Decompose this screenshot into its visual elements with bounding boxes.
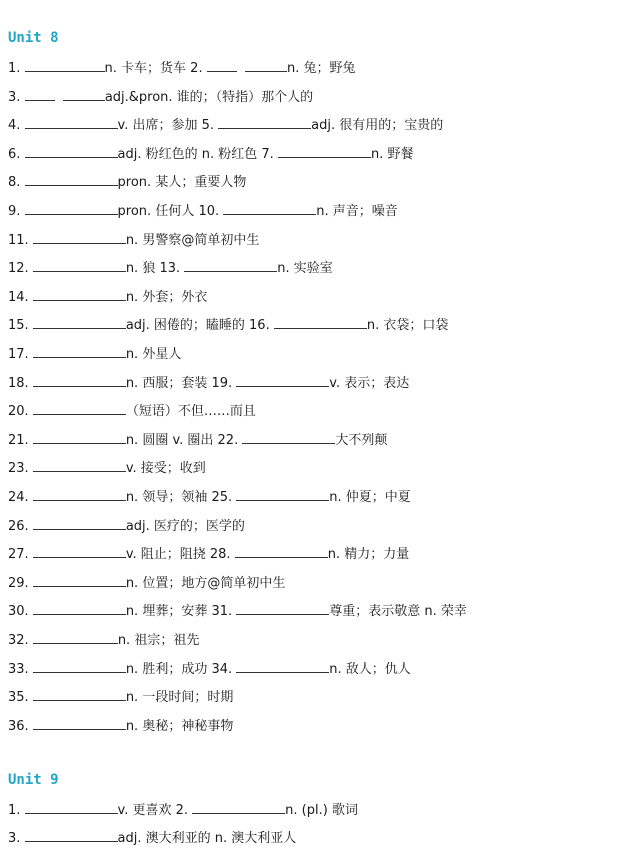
exercise-text: adj. 医疗的；医学的 xyxy=(125,518,245,534)
answer-blank[interactable] xyxy=(242,430,335,444)
exercise-text: n. 圆圈 v. 圈出 22. xyxy=(125,432,243,448)
exercise-line xyxy=(8,828,296,848)
exercise-line xyxy=(8,373,409,393)
answer-blank[interactable] xyxy=(25,800,118,814)
exercise-line xyxy=(8,659,411,679)
exercise-line xyxy=(8,601,467,621)
answer-blank[interactable] xyxy=(192,800,285,814)
answer-blank[interactable] xyxy=(236,373,329,387)
answer-blank[interactable] xyxy=(33,573,126,587)
exercise-text: 8. xyxy=(8,175,25,191)
exercise-line xyxy=(8,430,387,450)
answer-blank[interactable] xyxy=(184,258,277,272)
exercise-line xyxy=(8,458,206,478)
exercise-text: adj. 很有用的；宝贵的 xyxy=(311,118,444,134)
exercise-line xyxy=(8,544,409,564)
answer-blank[interactable] xyxy=(33,516,126,530)
exercise-text: n. 声音；噪音 xyxy=(316,204,398,219)
answer-blank[interactable] xyxy=(33,487,126,501)
exercise-line xyxy=(8,516,245,536)
exercise-text: 27. xyxy=(8,547,33,563)
exercise-line xyxy=(8,401,256,421)
exercise-line xyxy=(8,287,207,307)
exercise-text: 6. xyxy=(8,146,25,162)
exercise-text: 24. xyxy=(8,490,33,505)
exercise-text: 35. xyxy=(8,690,33,706)
exercise-text: v. 表示；表达 xyxy=(329,375,410,391)
exercise-text xyxy=(55,90,63,105)
exercise-text: 18. xyxy=(8,375,33,391)
exercise-text: n. 胜利；成功 34. xyxy=(125,661,237,677)
exercise-line xyxy=(8,487,411,507)
exercise-text: n. 实验室 xyxy=(277,261,333,277)
exercise-text: 9. xyxy=(8,204,25,219)
answer-blank[interactable] xyxy=(63,87,105,101)
exercise-text: n. 敌人；仇人 xyxy=(329,661,411,677)
exercise-text: 12. xyxy=(8,261,33,277)
exercise-line xyxy=(8,315,448,335)
exercise-text: n. 一段时间；时期 xyxy=(125,690,234,706)
answer-blank[interactable] xyxy=(33,458,126,472)
exercise-line xyxy=(8,201,398,221)
exercise-text: 20. xyxy=(8,404,33,420)
exercise-line xyxy=(8,344,181,364)
exercise-text: v. 更喜欢 2. xyxy=(117,803,193,818)
exercise-text: n. 外星人 xyxy=(125,347,182,362)
exercise-text xyxy=(237,61,245,76)
exercise-text: v. 接受；收到 xyxy=(125,461,206,477)
exercise-text: n. 衣袋；口袋 xyxy=(366,318,449,334)
answer-blank[interactable] xyxy=(207,58,237,72)
exercise-text: 17. xyxy=(8,347,33,362)
exercise-line xyxy=(8,258,333,278)
answer-blank[interactable] xyxy=(33,544,126,558)
exercise-line xyxy=(8,87,313,107)
answer-blank[interactable] xyxy=(274,315,367,329)
exercise-text: adj. 澳大利亚的 n. 澳大利亚人 xyxy=(117,831,297,846)
exercise-text: adj.&pron. 谁的；（特指）那个人的 xyxy=(104,89,314,105)
answer-blank[interactable] xyxy=(223,201,316,215)
answer-blank[interactable] xyxy=(33,230,126,244)
answer-blank[interactable] xyxy=(25,201,118,215)
exercise-text: 32. xyxy=(8,633,33,648)
exercise-text: 1. xyxy=(8,803,25,818)
unit8-heading: Unit 8 xyxy=(8,30,59,46)
exercise-text: n. 奥秘；神秘事物 xyxy=(125,718,234,734)
exercise-text: n. 外套；外衣 xyxy=(125,289,208,305)
answer-blank[interactable] xyxy=(33,430,126,444)
exercise-text: n. 仲夏；中夏 xyxy=(329,490,411,505)
exercise-line xyxy=(8,144,413,164)
answer-blank[interactable] xyxy=(25,172,118,186)
exercise-line xyxy=(8,115,443,135)
answer-blank[interactable] xyxy=(278,144,371,158)
answer-blank[interactable] xyxy=(33,716,126,730)
exercise-text: 3. xyxy=(8,89,25,105)
unit9-heading: Unit 9 xyxy=(8,772,59,788)
exercise-text: n. 男警察@简单初中生 xyxy=(125,232,260,248)
answer-blank[interactable] xyxy=(25,87,55,101)
exercise-text: 29. xyxy=(8,575,33,591)
exercise-text: 4. xyxy=(8,118,25,134)
exercise-text: 23. xyxy=(8,461,33,477)
exercise-line xyxy=(8,687,233,707)
exercise-line xyxy=(8,800,358,820)
exercise-text: v. 出席；参加 5. xyxy=(117,118,219,134)
exercise-line xyxy=(8,172,246,192)
exercise-text: 11. xyxy=(8,232,33,248)
answer-blank[interactable] xyxy=(33,315,126,329)
exercise-text: 14. xyxy=(8,289,33,305)
exercise-line xyxy=(8,573,285,593)
exercise-text: n. 野餐 xyxy=(370,146,414,162)
answer-blank[interactable] xyxy=(218,115,311,129)
answer-blank[interactable] xyxy=(235,544,328,558)
exercise-text: 3. xyxy=(8,831,25,846)
exercise-text: n. 卡车；货车 2. xyxy=(104,61,207,76)
answer-blank[interactable] xyxy=(236,659,329,673)
exercise-text: 尊重；表示敬意 n. 荣幸 xyxy=(329,604,467,620)
exercise-text: n. 位置；地方@简单初中生 xyxy=(125,575,286,591)
answer-blank[interactable] xyxy=(33,373,126,387)
exercise-line xyxy=(8,58,356,78)
answer-blank[interactable] xyxy=(33,659,126,673)
exercise-text: n. 领导；领袖 25. xyxy=(125,490,237,505)
answer-blank[interactable] xyxy=(33,687,126,701)
exercise-text: adj. 粉红色的 n. 粉红色 7. xyxy=(117,146,278,162)
exercise-text: adj. 困倦的；瞌睡的 16. xyxy=(125,318,274,334)
answer-blank[interactable] xyxy=(33,401,126,415)
answer-blank[interactable] xyxy=(25,58,105,72)
exercise-text: 33. xyxy=(8,661,33,677)
exercise-text: 大不列颠 xyxy=(335,432,388,448)
exercise-text: n. 兔；野兔 xyxy=(287,61,356,76)
answer-blank[interactable] xyxy=(236,487,329,501)
exercise-text: （短语）不但……而且 xyxy=(125,404,256,420)
exercise-text: n. 祖宗；祖先 xyxy=(117,633,200,648)
exercise-line xyxy=(8,230,259,250)
answer-blank[interactable] xyxy=(236,601,329,615)
answer-blank[interactable] xyxy=(33,258,126,272)
exercise-line xyxy=(8,716,233,736)
exercise-line xyxy=(8,630,199,650)
exercise-text: 15. xyxy=(8,318,33,334)
exercise-text: 1. xyxy=(8,61,25,76)
exercise-text: pron. 任何人 10. xyxy=(117,204,224,219)
answer-blank[interactable] xyxy=(33,287,126,301)
exercise-text: n. 狼 13. xyxy=(125,261,185,277)
exercise-text: n. (pl.) 歌词 xyxy=(285,803,358,818)
answer-blank[interactable] xyxy=(25,115,118,129)
exercise-text: n. 埋葬；安葬 31. xyxy=(125,604,237,620)
exercise-text: 21. xyxy=(8,432,33,448)
exercise-text: v. 阻止；阻挠 28. xyxy=(125,547,235,563)
exercise-text: 36. xyxy=(8,718,33,734)
exercise-text: pron. 某人；重要人物 xyxy=(117,175,247,191)
exercise-text: n. 精力；力量 xyxy=(327,547,410,563)
answer-blank[interactable] xyxy=(25,144,118,158)
answer-blank[interactable] xyxy=(33,601,126,615)
exercise-text: 26. xyxy=(8,518,33,534)
answer-blank[interactable] xyxy=(33,630,118,644)
answer-blank[interactable] xyxy=(245,58,287,72)
answer-blank[interactable] xyxy=(33,344,126,358)
exercise-text: 30. xyxy=(8,604,33,620)
exercise-text: n. 西服；套装 19. xyxy=(125,375,237,391)
answer-blank[interactable] xyxy=(25,828,118,842)
